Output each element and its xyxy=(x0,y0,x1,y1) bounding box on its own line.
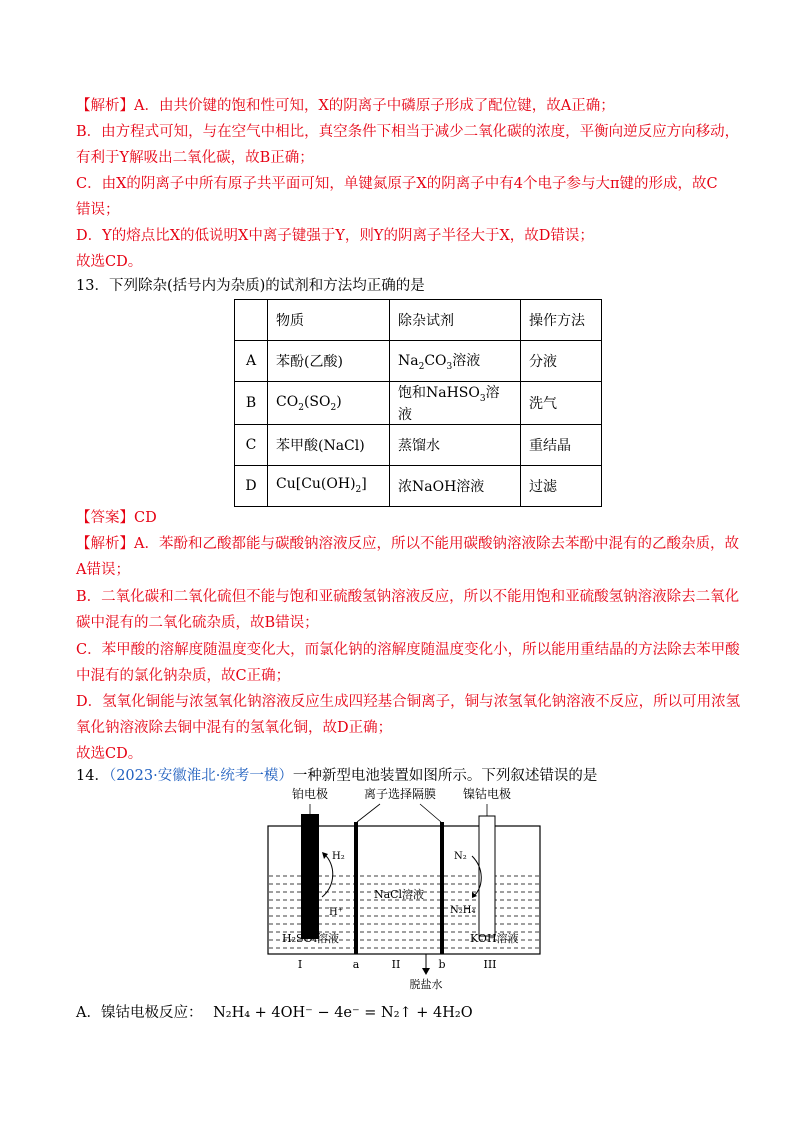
table-method: 过滤 xyxy=(521,465,602,506)
table-row xyxy=(235,341,602,382)
q13-analysis-line3: B．二氧化碳和二氧化硫但不能与饱和亚硫酸氢钠溶液反应，所以不能用饱和亚硫酸氢钠溶液除去二氧化 xyxy=(76,589,740,605)
q14-number: 14． xyxy=(76,768,109,784)
table-header: 物质 xyxy=(268,300,390,341)
q14-option-a-prefix: A．镍钴电极反应： xyxy=(76,1005,203,1021)
table-row xyxy=(235,465,602,506)
analysis12-line7: 故选CD。 xyxy=(76,254,143,270)
table-header: 操作方法 xyxy=(521,300,602,341)
q13-analysis-line9: 故选CD。 xyxy=(76,746,143,762)
table-substance: 苯酚(乙酸) xyxy=(268,341,390,382)
table-header: 除杂试剂 xyxy=(390,300,521,341)
table-reagent: 蒸馏水 xyxy=(390,424,521,465)
table-reagent: $Na_2CO_3$溶液 xyxy=(390,341,521,382)
desalted-water-label: 脱盐水 xyxy=(409,978,443,991)
pt-electrode-label: 铂电极 xyxy=(291,787,329,801)
table-substance: $CO_2(SO_2)$ xyxy=(268,382,390,425)
n2h4-label: N₂H₄ xyxy=(450,905,476,916)
platinum-electrode xyxy=(301,814,319,939)
analysis12-line1: 【解析】A．由共价键的饱和性可知，X的阴离子中磷原子形成了配位键，故A正确； xyxy=(76,98,615,114)
table-cell xyxy=(235,300,268,341)
q14-option-a-equation: N₂H₄ + 4OH⁻ − 4e⁻ = N₂↑ + 4H₂O xyxy=(213,1005,473,1021)
table-row xyxy=(235,424,602,465)
membrane-a xyxy=(354,822,358,954)
q13-analysis-line8: 氧化钠溶液除去铜中混有的氢氧化铜，故D正确； xyxy=(76,720,393,736)
table-row xyxy=(235,382,602,425)
zone-1-label: I xyxy=(297,958,303,971)
analysis12-line2: B．由方程式可知，与在空气中相比，真空条件下相当于减少二氧化碳的浓度，平衡向逆反应方向移动， xyxy=(76,124,740,140)
table-option: D xyxy=(235,465,268,506)
q13-analysis-line4: 碳中混有的二氧化硫杂质，故B错误； xyxy=(76,615,319,631)
table-option: B xyxy=(235,382,268,425)
n2-label: N₂ xyxy=(454,851,467,862)
q13-analysis-line2: A错误； xyxy=(76,562,130,578)
q14-stem: 一种新型电池装置如图所示。下列叙述错误的是 xyxy=(292,768,598,784)
table-reagent: 浓NaOH溶液 xyxy=(390,465,521,506)
nico-electrode-label: 镍钴电极 xyxy=(462,787,512,801)
analysis12-line6: D．Y的熔点比X的低说明X中离子键强于Y，则Y的阴离子半径大于X，故D错误； xyxy=(76,228,594,244)
membrane-label: 离子选择隔膜 xyxy=(363,787,437,801)
koh-label: KOH溶液 xyxy=(470,932,519,945)
nacl-label: NaCl溶液 xyxy=(373,888,425,901)
h-plus-label: H⁺ xyxy=(329,907,343,918)
q13-analysis-line7: D．氢氧化铜能与浓氢氧化钠溶液反应生成四羟基合铜离子，铜与浓氢氧化钠溶液不反应，所以可用浓氢 xyxy=(76,694,741,710)
battery-diagram xyxy=(260,782,550,992)
membrane-b-label: b xyxy=(438,958,446,971)
membrane-a-label: a xyxy=(352,958,360,971)
table-substance: $Cu[Cu(OH)_2]$ xyxy=(268,465,390,506)
table-option: A xyxy=(235,341,268,382)
q14-source: （2023·安徽淮北·统考一模） xyxy=(108,768,293,784)
zone-3-label: III xyxy=(483,958,497,971)
table-substance: 苯甲酸(NaCl) xyxy=(268,424,390,465)
table-option: C xyxy=(235,424,268,465)
analysis12-line5: 错误； xyxy=(76,202,120,218)
table-method: 洗气 xyxy=(521,382,602,425)
q13-table xyxy=(234,299,602,507)
membrane-b xyxy=(440,822,444,954)
h2-label: H₂ xyxy=(332,851,345,862)
table-method: 分液 xyxy=(521,341,602,382)
zone-2-label: II xyxy=(391,958,401,971)
h2so4-label: H₂SO₄溶液 xyxy=(282,932,339,945)
analysis12-line3: 有利于Y解吸出二氧化碳，故B正确； xyxy=(76,150,314,166)
table-reagent: 饱和NaHSO$_3$溶液 xyxy=(390,382,521,425)
q13-stem: 13．下列除杂(括号内为杂质)的试剂和方法均正确的是 xyxy=(76,278,425,294)
table-method: 重结晶 xyxy=(521,424,602,465)
q14-option-a xyxy=(76,1003,473,1023)
analysis12-line4: C．由X的阴离子中所有原子共平面可知，单键氮原子X的阴离子中有4个电子参与大π键的形成，故C xyxy=(76,176,718,192)
q13-analysis-line5: C．苯甲酸的溶解度随温度变化大，而氯化钠的溶解度随温度变化小，所以能用重结晶的方法除去苯甲酸 xyxy=(76,642,740,658)
q13-analysis-line6: 中混有的氯化钠杂质，故C正确； xyxy=(76,668,291,684)
q13-analysis-line1: 【解析】A．苯酚和乙酸都能与碳酸钠溶液反应，所以不能用碳酸钠溶液除去苯酚中混有的乙酸杂质，故 xyxy=(76,536,739,552)
table-header-row xyxy=(235,300,602,341)
q13-answer: 【答案】CD xyxy=(76,510,157,526)
